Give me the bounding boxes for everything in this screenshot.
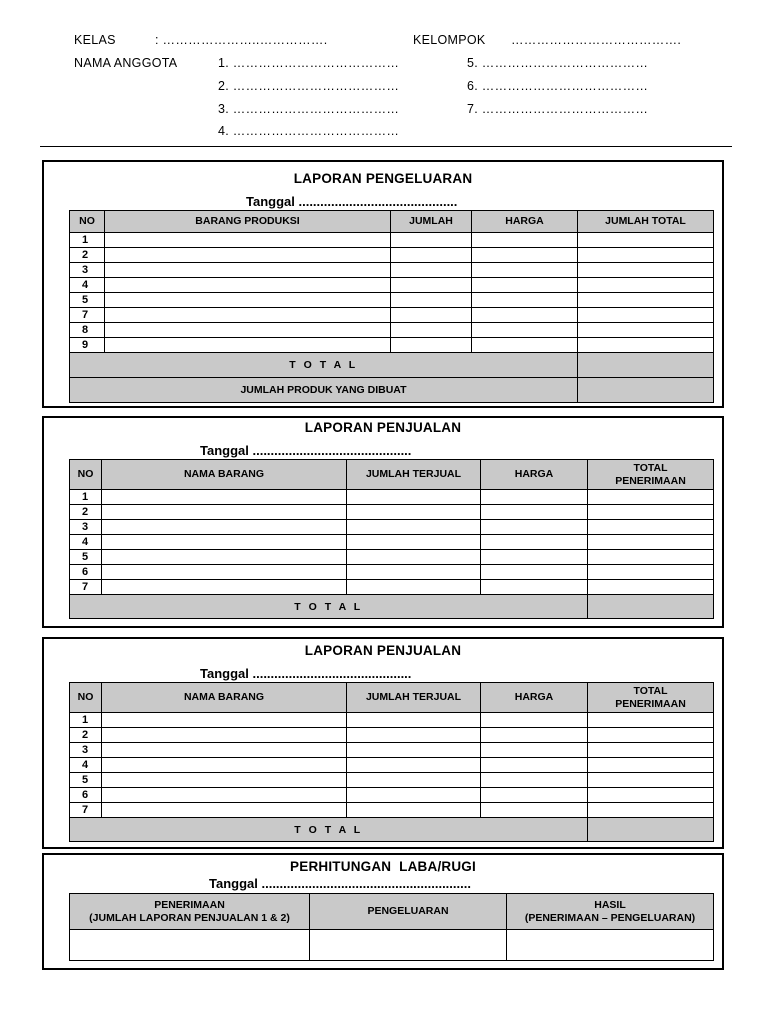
col-header: NAMA BARANG [102,460,347,490]
tanggal-field[interactable]: Tanggal ............................................ [246,194,458,209]
col-header-pengeluaran: PENGELUARAN [310,894,507,930]
penerimaan-line-2: (JUMLAH LAPORAN PENJUALAN 1 & 2) [89,911,290,924]
cell[interactable] [347,728,481,743]
col-header: HARGA [481,683,588,713]
penerimaan-line-1: PENERIMAAN [154,898,225,911]
col-header: HARGA [472,211,578,233]
row-number: 5 [70,293,105,308]
cell[interactable] [481,520,588,535]
cell[interactable] [102,773,347,788]
row-number: 5 [70,550,102,565]
member-field-3[interactable]: 3. ………………………………… [218,102,400,116]
table-row [70,728,714,743]
cell[interactable] [102,490,347,505]
row-number: 7 [70,308,105,323]
tanggal-field[interactable]: Tanggal ............................................ [200,666,412,681]
cell[interactable] [578,308,714,323]
row-number: 9 [70,338,105,353]
cell[interactable] [105,263,391,278]
col-header: NO [70,683,102,713]
header-divider [40,146,732,147]
section-title: LAPORAN PENJUALAN [304,643,462,658]
cell[interactable] [391,308,472,323]
table-row [70,520,714,535]
col-header: NO [70,211,105,233]
penjualan-2-table [69,682,714,842]
cell[interactable] [102,505,347,520]
table-row [70,505,714,520]
col-header-hasil [507,894,714,930]
cell[interactable] [105,248,391,263]
cell[interactable] [588,758,714,773]
cell[interactable] [578,248,714,263]
cell[interactable] [481,743,588,758]
col-header: BARANG PRODUKSI [105,211,391,233]
cell[interactable] [105,323,391,338]
section-title: LAPORAN PENGELUARAN [293,171,473,186]
table-row [70,535,714,550]
row-number: 1 [70,713,102,728]
total-value-cell[interactable] [588,595,714,619]
kelas-label: KELAS [74,33,116,47]
nama-anggota-label: NAMA ANGGOTA [74,56,178,70]
cell[interactable] [481,803,588,818]
cell[interactable] [391,278,472,293]
row-number: 6 [70,788,102,803]
cell[interactable] [472,323,578,338]
cell[interactable] [481,505,588,520]
col-header: JUMLAH TERJUAL [347,460,481,490]
hasil-line-1: HASIL [594,898,626,911]
laporan-penjualan-2-section [42,637,724,849]
cell[interactable] [472,263,578,278]
cell[interactable] [588,550,714,565]
cell[interactable] [391,293,472,308]
cell[interactable] [347,550,481,565]
cell[interactable] [578,323,714,338]
table-row [70,278,714,293]
cell[interactable] [102,758,347,773]
cell[interactable] [391,263,472,278]
cell[interactable] [481,713,588,728]
cell[interactable] [102,565,347,580]
col-header: JUMLAH [391,211,472,233]
cell[interactable] [391,323,472,338]
table-row [70,930,714,961]
cell[interactable] [588,788,714,803]
penerimaan-cell[interactable] [70,930,310,961]
cell[interactable] [102,580,347,595]
cell[interactable] [347,490,481,505]
cell[interactable] [481,788,588,803]
row-number: 2 [70,248,105,263]
col-header: JUMLAH TERJUAL [347,683,481,713]
cell[interactable] [472,233,578,248]
cell[interactable] [105,278,391,293]
total-label: T O T A L [70,595,588,619]
cell[interactable] [588,490,714,505]
laporan-pengeluaran-section [42,160,724,408]
row-number: 7 [70,580,102,595]
kelompok-label: KELOMPOK [413,33,486,47]
cell[interactable] [588,565,714,580]
cell[interactable] [578,263,714,278]
cell[interactable] [578,233,714,248]
cell[interactable] [102,550,347,565]
kelas-field[interactable]: : …………………..……………. [155,33,328,47]
table-row [70,308,714,323]
row-number: 3 [70,743,102,758]
table-row [70,550,714,565]
pengeluaran-cell[interactable] [310,930,507,961]
cell[interactable] [481,490,588,505]
table-row [70,248,714,263]
row-number: 3 [70,263,105,278]
col-header: TOTAL PENERIMAAN [588,460,714,490]
cell[interactable] [347,713,481,728]
cell[interactable] [102,713,347,728]
cell[interactable] [481,728,588,743]
col-header-penerimaan [70,894,310,930]
cell[interactable] [588,743,714,758]
row-number: 1 [70,233,105,248]
cell[interactable] [102,520,347,535]
table-row [70,263,714,278]
row-number: 1 [70,490,102,505]
hasil-cell[interactable] [507,930,714,961]
cell[interactable] [472,338,578,353]
laporan-penjualan-1-section [42,416,724,628]
row-number: 2 [70,728,102,743]
cell[interactable] [105,338,391,353]
cell[interactable] [391,248,472,263]
cell[interactable] [347,505,481,520]
total-label: T O T A L [70,353,578,378]
section-title: PERHITUNGAN LABA/RUGI [290,859,476,874]
table-row [70,323,714,338]
member-field-5[interactable]: 5. ………………………………… [467,56,649,70]
row-number: 4 [70,535,102,550]
row-number: 5 [70,773,102,788]
cell[interactable] [391,338,472,353]
laba-rugi-table [69,893,714,961]
row-number: 4 [70,758,102,773]
table-row [70,803,714,818]
table-row [70,743,714,758]
col-header: NAMA BARANG [102,683,347,713]
cell[interactable] [102,743,347,758]
cell[interactable] [102,788,347,803]
cell[interactable] [578,278,714,293]
cell[interactable] [481,758,588,773]
member-field-1[interactable]: 1. ………………………………… [218,56,400,70]
table-row [70,293,714,308]
cell[interactable] [105,233,391,248]
cell[interactable] [102,728,347,743]
table-row [70,233,714,248]
cell[interactable] [472,293,578,308]
cell[interactable] [481,580,588,595]
jumlah-produk-cell[interactable] [578,378,714,403]
cell[interactable] [102,535,347,550]
hasil-line-2: (PENERIMAAN – PENGELUARAN) [524,911,696,924]
row-number: 7 [70,803,102,818]
row-number: 8 [70,323,105,338]
pengeluaran-table [69,210,714,403]
cell[interactable] [588,520,714,535]
tanggal-field[interactable]: Tanggal ............................................ [200,443,412,458]
cell[interactable] [391,233,472,248]
cell[interactable] [578,293,714,308]
table-row [70,758,714,773]
table-row [70,788,714,803]
table-row [70,338,714,353]
total-value-cell[interactable] [588,818,714,842]
row-number: 3 [70,520,102,535]
col-header: NO [70,460,102,490]
cell[interactable] [347,773,481,788]
table-row [70,565,714,580]
cell[interactable] [102,803,347,818]
cell[interactable] [588,713,714,728]
cell[interactable] [472,278,578,293]
col-header: JUMLAH TOTAL [578,211,714,233]
table-row [70,773,714,788]
tanggal-field[interactable]: Tanggal .......................................................... [209,876,471,891]
cell[interactable] [347,520,481,535]
cell[interactable] [105,293,391,308]
cell[interactable] [347,743,481,758]
cell[interactable] [105,308,391,323]
cell[interactable] [347,758,481,773]
cell[interactable] [472,248,578,263]
cell[interactable] [481,550,588,565]
cell[interactable] [481,535,588,550]
cell[interactable] [347,788,481,803]
penjualan-1-table [69,459,714,619]
section-title: LAPORAN PENJUALAN [304,420,462,435]
row-number: 4 [70,278,105,293]
cell[interactable] [588,505,714,520]
member-field-6[interactable]: 6. ………………………………… [467,79,649,93]
laba-rugi-section [42,853,724,970]
cell[interactable] [588,803,714,818]
cell[interactable] [347,580,481,595]
table-row [70,490,714,505]
cell[interactable] [347,803,481,818]
cell[interactable] [347,535,481,550]
cell[interactable] [472,308,578,323]
member-field-4[interactable]: 4. ………………………………… [218,124,400,138]
row-number: 2 [70,505,102,520]
member-field-2[interactable]: 2. ………………………………… [218,79,400,93]
cell[interactable] [481,773,588,788]
total-value-cell[interactable] [578,353,714,378]
cell[interactable] [588,728,714,743]
table-row [70,580,714,595]
col-header: HARGA [481,460,588,490]
cell[interactable] [481,565,588,580]
cell[interactable] [588,773,714,788]
cell[interactable] [578,338,714,353]
cell[interactable] [588,535,714,550]
total-label: T O T A L [70,818,588,842]
jumlah-produk-label: JUMLAH PRODUK YANG DIBUAT [70,378,578,403]
kelompok-field[interactable]: …………………………………. [511,33,682,47]
table-row [70,713,714,728]
cell[interactable] [347,565,481,580]
row-number: 6 [70,565,102,580]
cell[interactable] [588,580,714,595]
member-field-7[interactable]: 7. ………………………………… [467,102,649,116]
col-header: TOTAL PENERIMAAN [588,683,714,713]
